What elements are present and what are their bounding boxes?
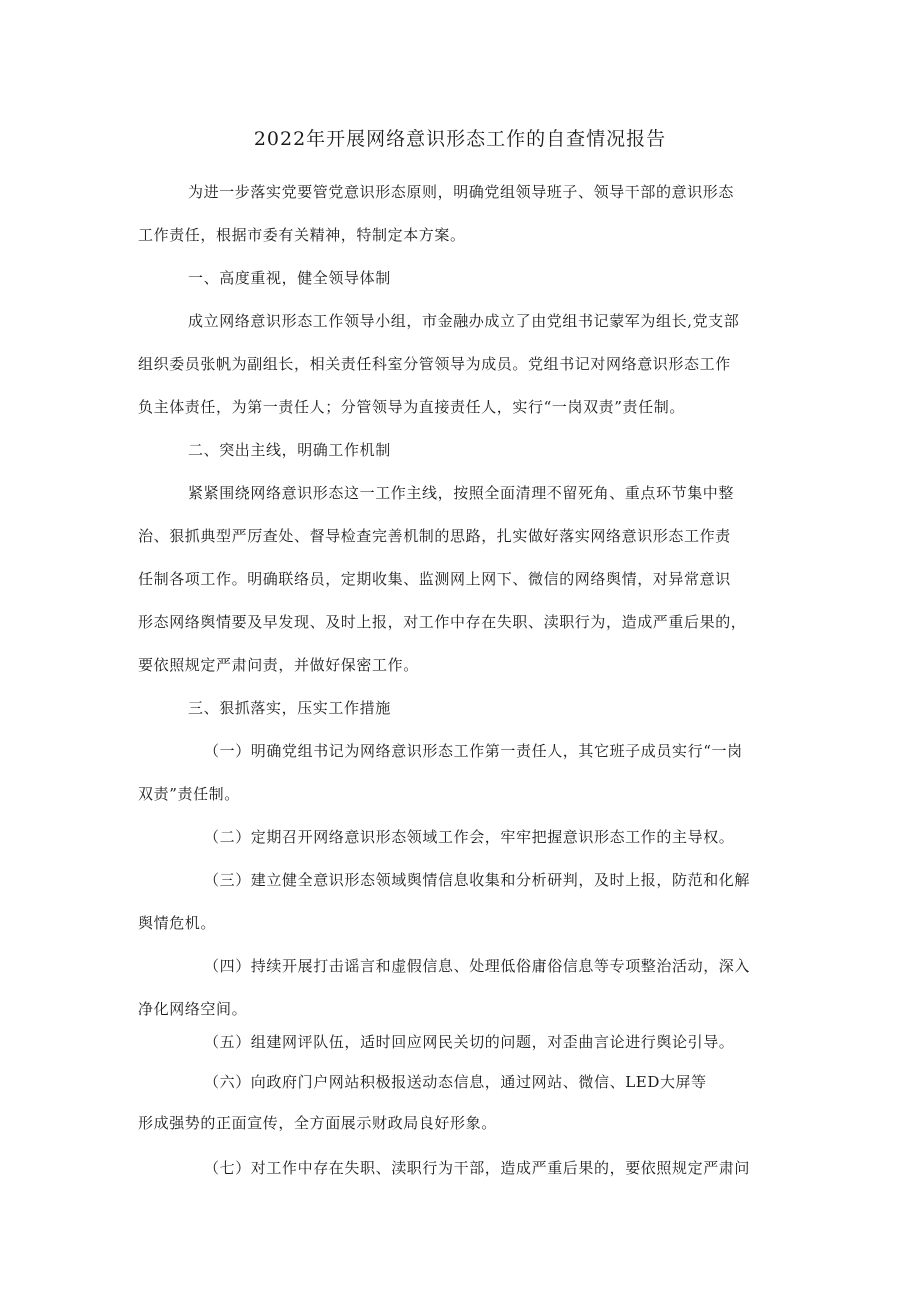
list-item-line: （二）定期召开网络意识形态领域工作会，牢牢把握意识形态工作的主导权。 xyxy=(204,828,735,846)
list-item-line: 舆情危机。 xyxy=(138,914,217,932)
paragraph-line: 任制各项工作。明确联络员，定期收集、监测网上网下、微信的网络舆情，对异常意识 xyxy=(138,570,731,588)
paragraph-line: 组织委员张帆为副组长，相关责任科室分管领导为成员。党组书记对网络意识形态工作 xyxy=(138,355,731,373)
paragraph-line: 负主体责任，为第一责任人；分管领导为直接责任人，实行“一岗双责”责任制。 xyxy=(138,398,685,416)
section-heading: 一、高度重视，健全领导体制 xyxy=(188,269,391,287)
paragraph-line: 要依照规定严肃问责，并做好保密工作。 xyxy=(138,656,419,674)
list-item-line: （三）建立健全意识形态领域舆情信息收集和分析研判，及时上报，防范和化解 xyxy=(204,871,751,889)
section-heading: 三、狠抓落实，压实工作措施 xyxy=(188,699,391,717)
section-heading: 二、突出主线，明确工作机制 xyxy=(188,441,391,459)
list-item-line: （七）对工作中存在失职、渎职行为干部，造成严重后果的，要依照规定严肃问 xyxy=(204,1159,751,1177)
paragraph-line: 形态网络舆情要及早发现、及时上报，对工作中存在失职、渎职行为，造成严重后果的， xyxy=(138,613,747,631)
list-item-line: 形成强势的正面宣传，全方面展示财政局良好形象。 xyxy=(138,1114,497,1132)
list-item-line: （六）向政府门户网站积极报送动态信息，通过网站、微信、LED大屏等 xyxy=(204,1073,707,1091)
list-item-line: （四）持续开展打击谣言和虚假信息、处理低俗庸俗信息等专项整治活动，深入 xyxy=(204,957,751,975)
paragraph-line: 工作责任，根据市委有关精神，特制定本方案。 xyxy=(138,226,466,244)
paragraph-line: 治、狠抓典型严厉查处、督导检查完善机制的思路，扎实做好落实网络意识形态工作责 xyxy=(138,527,731,545)
list-item-line: （一）明确党组书记为网络意识形态工作第一责任人，其它班子成员实行“一岗 xyxy=(204,742,743,760)
list-item-line: 双责”责任制。 xyxy=(138,785,240,803)
document-title: 2022年开展网络意识形态工作的自查情况报告 xyxy=(253,128,667,150)
paragraph-line: 成立网络意识形态工作领导小组，市金融办成立了由党组书记蒙军为组长,党支部 xyxy=(188,312,740,330)
paragraph-line: 紧紧围绕网络意识形态这一工作主线，按照全面清理不留死角、重点环节集中整 xyxy=(188,484,735,502)
list-item-line: 净化网络空间。 xyxy=(138,1000,248,1018)
paragraph-line: 为进一步落实党要管党意识形态原则，明确党组领导班子、领导干部的意识形态 xyxy=(188,183,735,201)
list-item-line: （五）组建网评队伍，适时回应网民关切的问题，对歪曲言论进行舆论引导。 xyxy=(204,1033,735,1051)
